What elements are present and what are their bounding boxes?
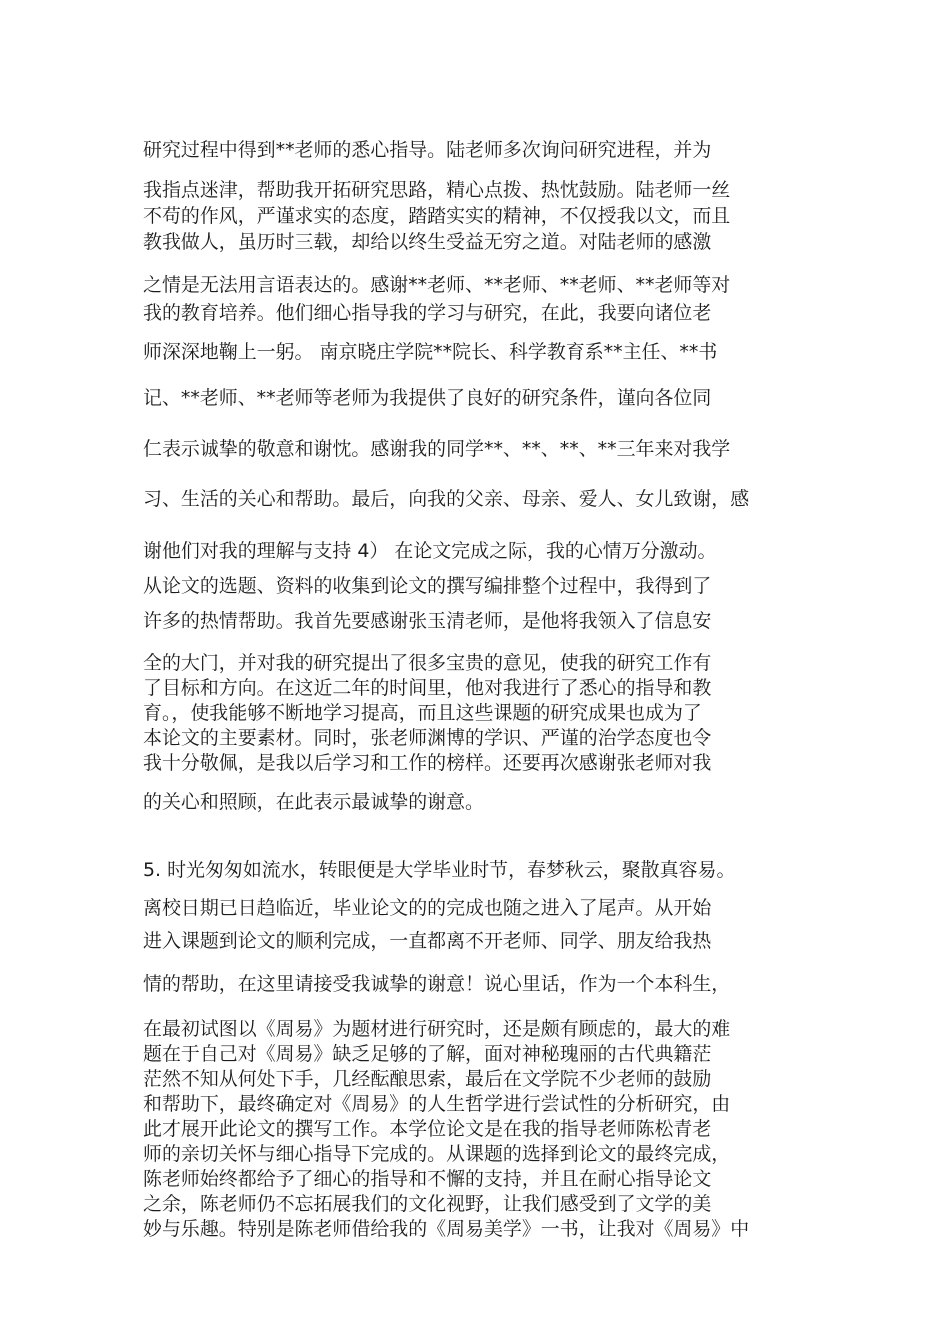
paragraph-line: 题在于自己对《周易》缺乏足够的了解，面对神秘瑰丽的古代典籍茫 <box>143 1043 712 1065</box>
paragraph-line: 我十分敬佩，是我以后学习和工作的榜样。还要再次感谢张老师对我 <box>143 752 712 774</box>
paragraph-line: 研究过程中得到**老师的悉心指导。陆老师多次询问研究进程，并为 <box>143 139 712 161</box>
paragraph-line: 不苟的作风，严谨求实的态度，踏踏实实的精神，不仅授我以文，而且 <box>143 205 731 227</box>
paragraph-line: 教我做人，虽历时三载，却给以终生受益无穷之道。对陆老师的感激 <box>143 231 712 253</box>
paragraph-line: 茫然不知从何处下手，几经酝酿思索，最后在文学院不少老师的鼓励 <box>143 1068 712 1090</box>
paragraph-line: 的关心和照顾，在此表示最诚挚的谢意。 <box>143 791 484 813</box>
paragraph-line: 进入课题到论文的顺利完成，一直都离不开老师、同学、朋友给我热 <box>143 930 712 952</box>
paragraph-line: 仁表示诚挚的敬意和谢忱。感谢我的同学**、**、**、**三年来对我学 <box>143 438 731 460</box>
paragraph-line: 5. 时光匆匆如流水，转眼便是大学毕业时节，春梦秋云，聚散真容易。 <box>143 859 736 881</box>
paragraph-line: 从论文的选题、资料的收集到论文的撰写编排整个过程中，我得到了 <box>143 575 712 597</box>
paragraph-line: 之余，陈老师仍不忘拓展我们的文化视野，让我们感受到了文学的美 <box>143 1193 712 1215</box>
paragraph-line: 师的亲切关怀与细心指导下完成的。从课题的选择到论文的最终完成， <box>143 1143 731 1165</box>
paragraph-line: 此才展开此论文的撰写工作。本学位论文是在我的指导老师陈松青老 <box>143 1118 712 1140</box>
paragraph-line: 陈老师始终都给予了细心的指导和不懈的支持，并且在耐心指导论文 <box>143 1168 712 1190</box>
paragraph-line: 之情是无法用言语表达的。感谢**老师、**老师、**老师、**老师等对 <box>143 274 731 296</box>
paragraph-line: 本论文的主要素材。同时，张老师渊博的学识、严谨的治学态度也令 <box>143 727 712 749</box>
paragraph-line: 全的大门，并对我的研究提出了很多宝贵的意见，使我的研究工作有 <box>143 652 712 674</box>
paragraph-line: 情的帮助，在这里请接受我诚挚的谢意！说心里话，作为一个本科生， <box>143 973 731 995</box>
paragraph-line: 习、生活的关心和帮助。最后，向我的父亲、母亲、爱人、女儿致谢，感 <box>143 488 750 510</box>
paragraph-line: 了目标和方向。在这近二年的时间里，他对我进行了悉心的指导和教 <box>143 677 712 699</box>
paragraph-line: 在最初试图以《周易》为题材进行研究时，还是颇有顾虑的，最大的难 <box>143 1018 731 1040</box>
paragraph-line: 和帮助下，最终确定对《周易》的人生哲学进行尝试性的分析研究，由 <box>143 1093 731 1115</box>
paragraph-line: 师深深地鞠上一躬。 南京晓庄学院**院长、科学教育系**主任、**书 <box>143 341 718 363</box>
paragraph-line: 许多的热情帮助。我首先要感谢张玉清老师，是他将我领入了信息安 <box>143 610 712 632</box>
paragraph-line: 记、**老师、**老师等老师为我提供了良好的研究条件，谨向各位同 <box>143 387 712 409</box>
paragraph-line: 我指点迷津，帮助我开拓研究思路，精心点拨、热忱鼓励。陆老师一丝 <box>143 179 731 201</box>
paragraph-line: 妙与乐趣。特别是陈老师借给我的《周易美学》一书，让我对《周易》中 <box>143 1218 750 1240</box>
paragraph-line: 谢他们对我的理解与支持 4） 在论文完成之际，我的心情万分激动。 <box>143 540 717 562</box>
paragraph-line: 我的教育培养。他们细心指导我的学习与研究，在此，我要向诸位老 <box>143 302 712 324</box>
paragraph-line: 育。，使我能够不断地学习提高，而且这些课题的研究成果也成为了 <box>143 702 702 724</box>
paragraph-line: 离校日期已日趋临近，毕业论文的的完成也随之进入了尾声。从开始 <box>143 897 712 919</box>
